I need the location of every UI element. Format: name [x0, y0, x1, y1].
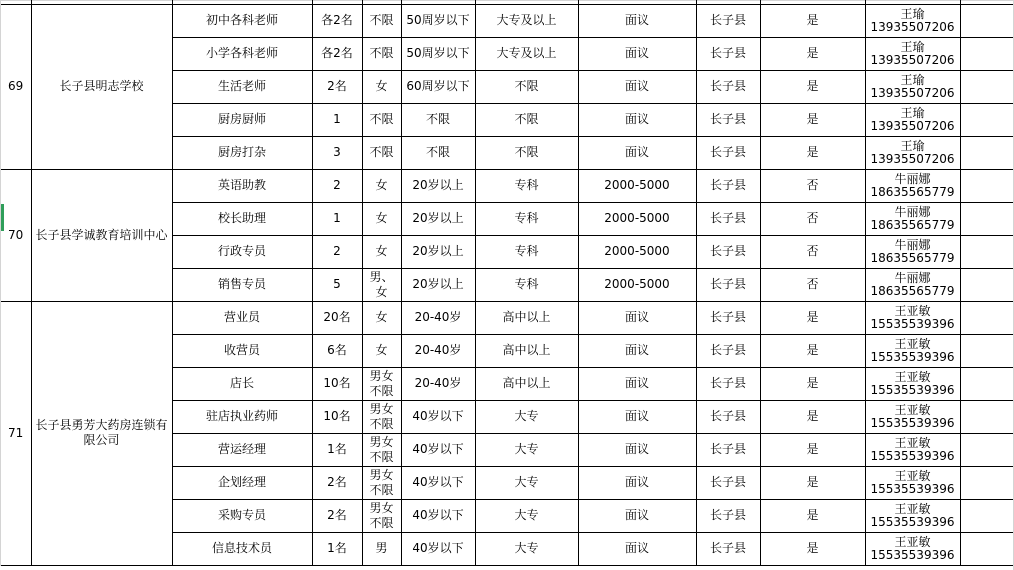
salary-cell[interactable]: 2000-5000	[604, 277, 670, 291]
age-cell[interactable]: 20岁以上	[412, 211, 464, 225]
column-divider	[960, 0, 961, 566]
gender-cell[interactable]: 男、 女	[369, 269, 394, 299]
column-divider	[865, 0, 866, 566]
gender-cell[interactable]: 男女 不限	[369, 467, 394, 497]
salary-cell[interactable]: 面议	[624, 310, 649, 324]
location-cell[interactable]: 长子县	[709, 442, 746, 456]
position-cell[interactable]: 营运经理	[217, 442, 266, 456]
flag-cell[interactable]: 是	[806, 508, 819, 522]
gender-cell[interactable]: 男女 不限	[369, 500, 394, 530]
headcount-cell[interactable]: 5	[333, 277, 341, 291]
headcount-cell[interactable]: 1	[333, 211, 341, 225]
salary-cell[interactable]: 面议	[624, 475, 649, 489]
education-cell[interactable]: 大专	[514, 409, 539, 423]
flag-cell[interactable]: 否	[806, 277, 819, 291]
headcount-cell[interactable]: 各2名	[321, 13, 353, 27]
position-cell[interactable]: 小学各科老师	[205, 46, 278, 60]
gender-cell[interactable]: 不限	[369, 46, 394, 60]
education-cell[interactable]: 大专	[514, 475, 539, 489]
row-divider	[172, 70, 1014, 71]
headcount-cell[interactable]: 1名	[327, 541, 347, 555]
education-cell[interactable]: 专科	[514, 211, 539, 225]
headcount-cell[interactable]: 10名	[323, 376, 351, 390]
age-cell[interactable]: 50周岁以下	[406, 46, 470, 60]
row-divider	[172, 367, 1014, 368]
gender-cell[interactable]: 男女 不限	[369, 368, 394, 398]
contact-cell[interactable]: 王亚敏 15535539396	[870, 535, 955, 562]
headcount-cell[interactable]: 1名	[327, 442, 347, 456]
position-cell[interactable]: 厨房打杂	[217, 145, 266, 159]
salary-cell[interactable]: 面议	[624, 376, 649, 390]
column-divider	[0, 0, 1, 566]
row-divider	[172, 202, 1014, 203]
position-cell[interactable]: 营业员	[223, 310, 260, 324]
salary-cell[interactable]: 面议	[624, 46, 649, 60]
position-cell[interactable]: 信息技术员	[211, 541, 272, 555]
gender-cell[interactable]: 男女 不限	[369, 434, 394, 464]
location-cell[interactable]: 长子县	[709, 13, 746, 27]
row-number-cell[interactable]: 70	[8, 227, 24, 242]
column-divider	[362, 0, 363, 566]
location-cell[interactable]: 长子县	[709, 244, 746, 258]
contact-cell[interactable]: 王瑜 13935507206	[870, 7, 955, 34]
salary-cell[interactable]: 面议	[624, 442, 649, 456]
education-cell[interactable]: 专科	[514, 277, 539, 291]
flag-cell[interactable]: 是	[806, 409, 819, 423]
education-cell[interactable]: 高中以上	[502, 376, 551, 390]
headcount-cell[interactable]: 1	[333, 112, 341, 126]
flag-cell[interactable]: 是	[806, 79, 819, 93]
top-edge	[0, 0, 1014, 1]
flag-cell[interactable]: 是	[806, 310, 819, 324]
location-cell[interactable]: 长子县	[709, 376, 746, 390]
contact-cell[interactable]: 王瑜 13935507206	[870, 73, 955, 100]
column-divider	[760, 0, 761, 566]
flag-cell[interactable]: 是	[806, 343, 819, 357]
column-divider	[312, 0, 313, 566]
education-cell[interactable]: 大专	[514, 508, 539, 522]
age-cell[interactable]: 60周岁以下	[406, 79, 470, 93]
column-divider	[696, 0, 697, 566]
contact-cell[interactable]: 王亚敏 15535539396	[870, 304, 955, 331]
organization-cell[interactable]: 长子县勇芳大药房连锁有限公司	[35, 418, 168, 447]
headcount-cell[interactable]: 10名	[323, 409, 351, 423]
row-divider	[172, 37, 1014, 38]
flag-cell[interactable]: 是	[806, 376, 819, 390]
flag-cell[interactable]: 是	[806, 13, 819, 27]
group-divider	[0, 4, 1014, 5]
column-divider	[475, 0, 476, 566]
organization-cell[interactable]: 长子县明志学校	[59, 79, 144, 93]
gender-cell[interactable]: 不限	[369, 13, 394, 27]
flag-cell[interactable]: 是	[806, 112, 819, 126]
education-cell[interactable]: 高中以上	[502, 343, 551, 357]
gender-cell[interactable]: 男	[375, 541, 388, 555]
gender-cell[interactable]: 女	[375, 178, 388, 192]
education-cell[interactable]: 大专及以上	[496, 46, 557, 60]
headcount-cell[interactable]: 3	[333, 145, 341, 159]
salary-cell[interactable]: 面议	[624, 79, 649, 93]
gender-cell[interactable]: 女	[375, 310, 388, 324]
salary-cell[interactable]: 面议	[624, 409, 649, 423]
row-divider	[172, 268, 1014, 269]
position-cell[interactable]: 厨房厨师	[217, 112, 266, 126]
location-cell[interactable]: 长子县	[709, 310, 746, 324]
education-cell[interactable]: 大专	[514, 541, 539, 555]
contact-cell[interactable]: 王亚敏 15535539396	[870, 403, 955, 430]
age-cell[interactable]: 20-40岁	[414, 310, 462, 324]
column-divider	[578, 0, 579, 566]
contact-cell[interactable]: 王亚敏 15535539396	[870, 502, 955, 529]
row-divider	[172, 400, 1014, 401]
row-divider	[172, 235, 1014, 236]
position-cell[interactable]: 采购专员	[217, 508, 266, 522]
contact-cell[interactable]: 王亚敏 15535539396	[870, 370, 955, 397]
age-cell[interactable]: 40岁以下	[412, 475, 464, 489]
age-cell[interactable]: 50周岁以下	[406, 13, 470, 27]
row-divider	[172, 532, 1014, 533]
group-divider	[0, 301, 1014, 302]
age-cell[interactable]: 40岁以下	[412, 409, 464, 423]
age-cell[interactable]: 20-40岁	[414, 343, 462, 357]
contact-cell[interactable]: 牛丽娜 18635565779	[870, 172, 955, 199]
headcount-cell[interactable]: 2名	[327, 508, 347, 522]
contact-cell[interactable]: 王瑜 13935507206	[870, 139, 955, 166]
education-cell[interactable]: 专科	[514, 178, 539, 192]
group-divider	[0, 565, 1014, 566]
column-divider	[172, 0, 173, 566]
position-cell[interactable]: 校长助理	[217, 211, 266, 225]
salary-cell[interactable]: 面议	[624, 145, 649, 159]
position-cell[interactable]: 英语助教	[217, 178, 266, 192]
position-cell[interactable]: 驻店执业药师	[205, 409, 278, 423]
education-cell[interactable]: 不限	[514, 145, 539, 159]
row-selection-marker	[1, 204, 4, 231]
salary-cell[interactable]: 2000-5000	[604, 178, 670, 192]
organization-cell[interactable]: 长子县学诚教育培训中心	[35, 227, 168, 242]
location-cell[interactable]: 长子县	[709, 508, 746, 522]
row-divider	[172, 136, 1014, 137]
age-cell[interactable]: 不限	[425, 112, 450, 126]
column-divider	[401, 0, 402, 566]
row-divider	[172, 103, 1014, 104]
headcount-cell[interactable]: 各2名	[321, 46, 353, 60]
position-cell[interactable]: 行政专员	[217, 244, 266, 258]
position-cell[interactable]: 生活老师	[217, 79, 266, 93]
location-cell[interactable]: 长子县	[709, 475, 746, 489]
row-divider	[172, 433, 1014, 434]
location-cell[interactable]: 长子县	[709, 211, 746, 225]
salary-cell[interactable]: 面议	[624, 508, 649, 522]
age-cell[interactable]: 40岁以下	[412, 541, 464, 555]
row-divider	[172, 499, 1014, 500]
flag-cell[interactable]: 是	[806, 475, 819, 489]
flag-cell[interactable]: 否	[806, 178, 819, 192]
row-divider	[172, 334, 1014, 335]
headcount-cell[interactable]: 20名	[323, 310, 351, 324]
gender-cell[interactable]: 不限	[369, 145, 394, 159]
age-cell[interactable]: 20-40岁	[414, 376, 462, 390]
position-cell[interactable]: 初中各科老师	[205, 13, 278, 27]
contact-cell[interactable]: 王亚敏 15535539396	[870, 469, 955, 496]
flag-cell[interactable]: 否	[806, 211, 819, 225]
gender-cell[interactable]: 女	[375, 211, 388, 225]
age-cell[interactable]: 20岁以上	[412, 244, 464, 258]
position-cell[interactable]: 企划经理	[217, 475, 266, 489]
column-divider	[31, 0, 32, 566]
age-cell[interactable]: 不限	[425, 145, 450, 159]
location-cell[interactable]: 长子县	[709, 541, 746, 555]
position-cell[interactable]: 销售专员	[217, 277, 266, 291]
contact-cell[interactable]: 王亚敏 15535539396	[870, 337, 955, 364]
gender-cell[interactable]: 男女 不限	[369, 401, 394, 431]
location-cell[interactable]: 长子县	[709, 178, 746, 192]
education-cell[interactable]: 不限	[514, 112, 539, 126]
contact-cell[interactable]: 王瑜 13935507206	[870, 106, 955, 133]
row-number-cell[interactable]: 71	[8, 425, 24, 440]
education-cell[interactable]: 大专	[514, 442, 539, 456]
location-cell[interactable]: 长子县	[709, 46, 746, 60]
age-cell[interactable]: 40岁以下	[412, 442, 464, 456]
salary-cell[interactable]: 面议	[624, 541, 649, 555]
education-cell[interactable]: 专科	[514, 244, 539, 258]
contact-cell[interactable]: 王瑜 13935507206	[870, 40, 955, 67]
gender-cell[interactable]: 女	[375, 343, 388, 357]
education-cell[interactable]: 不限	[514, 79, 539, 93]
group-divider	[0, 169, 1014, 170]
salary-cell[interactable]: 面议	[624, 13, 649, 27]
contact-cell[interactable]: 牛丽娜 18635565779	[870, 238, 955, 265]
gender-cell[interactable]: 不限	[369, 112, 394, 126]
location-cell[interactable]: 长子县	[709, 409, 746, 423]
gender-cell[interactable]: 女	[375, 244, 388, 258]
salary-cell[interactable]: 2000-5000	[604, 244, 670, 258]
headcount-cell[interactable]: 2名	[327, 79, 347, 93]
position-cell[interactable]: 收营员	[223, 343, 260, 357]
salary-cell[interactable]: 面议	[624, 343, 649, 357]
headcount-cell[interactable]: 6名	[327, 343, 347, 357]
gender-cell[interactable]: 女	[375, 79, 388, 93]
location-cell[interactable]: 长子县	[709, 79, 746, 93]
flag-cell[interactable]: 是	[806, 145, 819, 159]
salary-cell[interactable]: 面议	[624, 112, 649, 126]
position-cell[interactable]: 店长	[229, 376, 254, 390]
row-divider	[172, 466, 1014, 467]
age-cell[interactable]: 40岁以下	[412, 508, 464, 522]
education-cell[interactable]: 高中以上	[502, 310, 551, 324]
location-cell[interactable]: 长子县	[709, 112, 746, 126]
location-cell[interactable]: 长子县	[709, 343, 746, 357]
age-cell[interactable]: 20岁以上	[412, 277, 464, 291]
flag-cell[interactable]: 否	[806, 244, 819, 258]
flag-cell[interactable]: 是	[806, 442, 819, 456]
flag-cell[interactable]: 是	[806, 46, 819, 60]
flag-cell[interactable]: 是	[806, 541, 819, 555]
salary-cell[interactable]: 2000-5000	[604, 211, 670, 225]
education-cell[interactable]: 大专及以上	[496, 13, 557, 27]
contact-cell[interactable]: 王亚敏 15535539396	[870, 436, 955, 463]
location-cell[interactable]: 长子县	[709, 145, 746, 159]
location-cell[interactable]: 长子县	[709, 277, 746, 291]
row-number-cell[interactable]: 69	[8, 79, 24, 93]
age-cell[interactable]: 20岁以上	[412, 178, 464, 192]
contact-cell[interactable]: 牛丽娜 18635565779	[870, 205, 955, 232]
headcount-cell[interactable]: 2	[333, 178, 341, 192]
headcount-cell[interactable]: 2名	[327, 475, 347, 489]
contact-cell[interactable]: 牛丽娜 18635565779	[870, 271, 955, 298]
headcount-cell[interactable]: 2	[333, 244, 341, 258]
